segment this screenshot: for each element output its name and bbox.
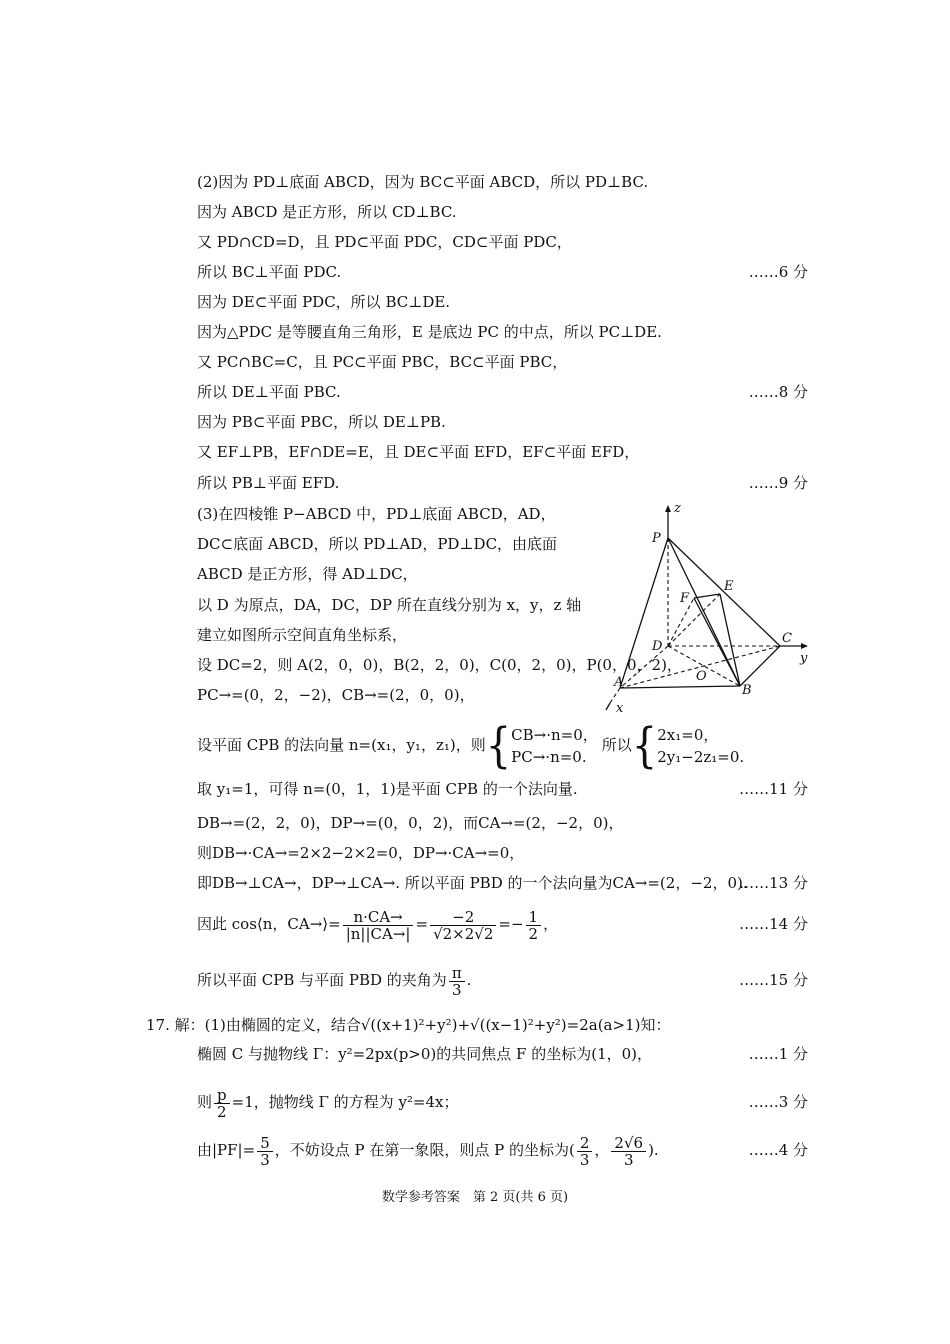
angle-frac: $\frac{\pi}{3}$ — [449, 965, 465, 998]
line-3-4: 以 D 为原点，DA，DC，DP 所在直线分别为 x，y，z 轴 — [197, 596, 582, 614]
fig-label-b: B — [742, 683, 752, 698]
fig-label-x: x — [616, 701, 624, 716]
line-3-3: ABCD 是正方形，得 AD⊥DC， — [197, 565, 418, 583]
pyramid-figure — [600, 498, 820, 718]
cos-frac-3: $\frac{1}{2}$ — [526, 909, 542, 942]
page-footer: 数学参考答案 第 2 页(共 6 页) — [381, 1190, 569, 1205]
fig-label-o: O — [696, 669, 707, 684]
line-2-3: 又 PD∩CD=D，且 PD⊂平面 PDC，CD⊂平面 PDC， — [197, 233, 572, 251]
score-14: ……14 分 — [739, 915, 808, 933]
line-2-5: 因为 DE⊂平面 PDC，所以 BC⊥DE. — [197, 293, 451, 311]
left-brace-2: { — [631, 718, 658, 774]
line-2-2: 因为 ABCD 是正方形，所以 CD⊥BC. — [197, 203, 457, 221]
system-1: CB→·n=0， PC→·n=0. — [511, 726, 598, 766]
line-2-7: 又 PC∩BC=C，且 PC⊂平面 PBC，BC⊂平面 PBC， — [197, 353, 568, 371]
cos-frac-2: $\frac{-2}{√2\times 2√2}$ — [430, 909, 496, 942]
px-frac: $\frac{2}{3}$ — [577, 1135, 593, 1168]
line-2-6: 因为△PDC 是等腰直角三角形，E 是底边 PC 的中点，所以 PC⊥DE. — [197, 323, 662, 341]
cos-text: 因此 cos⟨n，CA→⟩= — [197, 915, 341, 933]
score-6: ……6 分 — [748, 263, 808, 281]
p-half-frac: $\frac{p}{2}$ — [214, 1087, 230, 1120]
score-13: ……13 分 — [739, 874, 808, 892]
score-8: ……8 分 — [748, 383, 808, 401]
fig-label-e: E — [724, 579, 734, 594]
line-2-4: 所以 BC⊥平面 PDC. — [197, 263, 342, 281]
q17-head: 17. 解：(1)由椭圆的定义，结合√((x+1)²+y²)+√((x−1)²+y²)=2a(a>1)知： — [146, 1016, 671, 1034]
score-q1: ……1 分 — [748, 1045, 808, 1063]
line-3-9: 取 y₁=1，可得 n=(0，1，1)是平面 CPB 的一个法向量. — [197, 780, 578, 798]
system-2: 2x₁=0， 2y₁−2z₁=0. — [657, 726, 745, 766]
line-2-1: (2)因为 PD⊥底面 ABCD，因为 BC⊂平面 ABCD，所以 PD⊥BC. — [197, 173, 649, 191]
q17-line-1: 椭圆 C 与抛物线 Γ：y²=2px(p>0)的共同焦点 F 的坐标为(1，0)， — [197, 1045, 653, 1063]
line-3-7: PC→=(0，2，−2)，CB→=(2，0，0)， — [197, 686, 475, 704]
line-3-2: DC⊂底面 ABCD，所以 PD⊥AD，PD⊥DC，由底面 — [197, 535, 558, 553]
angle-text: 所以平面 CPB 与平面 PBD 的夹角为 — [197, 971, 447, 989]
fig-label-c: C — [782, 631, 792, 646]
angle-line: 所以平面 CPB 与平面 PBD 的夹角为 $\frac{\pi}{3}$ . — [197, 963, 472, 999]
line-2-11: 所以 PB⊥平面 EFD. — [197, 474, 340, 492]
score-q3: ……3 分 — [748, 1093, 808, 1111]
line-3-5: 建立如图所示空间直角坐标系， — [197, 626, 408, 644]
line-3-10: DB→=(2，2，0)，DP→=(0，0，2)，而CA→=(2，−2，0)， — [197, 814, 624, 832]
fig-label-a: A — [614, 675, 624, 690]
cos-line: 因此 cos⟨n，CA→⟩= $\frac{n\cdot CA\to}{|n||CA\to|}$ = $\frac{-2}{√2\times 2√2}$ =− $\frac{1}{2}$ ， — [197, 907, 559, 943]
score-9: ……9 分 — [748, 474, 808, 492]
line-3-6: 设 DC=2，则 A(2，0，0)，B(2，2，0)，C(0，2，0)，P(0，0，2)， — [197, 656, 682, 674]
line-2-10: 又 EF⊥PB，EF∩DE=E，且 DE⊂平面 EFD，EF⊂平面 EFD， — [197, 443, 640, 461]
cos-frac-1: $\frac{n\cdot CA\to}{|n||CA\to|}$ — [343, 909, 414, 942]
q17-line-3: 由|PF|= $\frac{5}{3}$ ，不妨设点 P 在第一象限，则点 P 的坐标为( $\frac{2}{3}$ ， $\frac{2√6}{3}$ ). — [197, 1133, 659, 1169]
score-q4: ……4 分 — [748, 1141, 808, 1159]
score-11: ……11 分 — [739, 780, 808, 798]
q17-line-2: 则 $\frac{p}{2}$ =1，抛物线 Γ 的方程为 y²=4x； — [197, 1085, 459, 1121]
line-2-9: 因为 PB⊂平面 PBC，所以 DE⊥PB. — [197, 413, 446, 431]
normal-vector-text: 设平面 CPB 的法向量 n=(x₁，y₁，z₁)，则 — [197, 736, 486, 754]
line-3-12: 即DB→⊥CA→，DP→⊥CA→. 所以平面 PBD 的一个法向量为CA→=(2，−2，0). — [197, 874, 748, 892]
score-15: ……15 分 — [739, 971, 808, 989]
pf-frac: $\frac{5}{3}$ — [257, 1135, 273, 1168]
left-brace: { — [485, 718, 512, 774]
line-3-11: 则DB→·CA→=2×2−2×2=0，DP→·CA→=0， — [197, 844, 525, 862]
fig-label-d: D — [652, 639, 663, 654]
py-frac: $\frac{2√6}{3}$ — [611, 1135, 646, 1168]
line-2-8: 所以 DE⊥平面 PBC. — [197, 383, 341, 401]
fig-label-f: F — [680, 591, 690, 606]
fig-label-z: z — [674, 501, 681, 516]
fig-label-y: y — [800, 651, 808, 666]
line-3-1: (3)在四棱锥 P−ABCD 中，PD⊥底面 ABCD，AD， — [197, 505, 556, 523]
system-mid: 所以 — [601, 736, 632, 754]
fig-label-p: P — [652, 531, 661, 546]
normal-vector-line — [197, 716, 744, 774]
